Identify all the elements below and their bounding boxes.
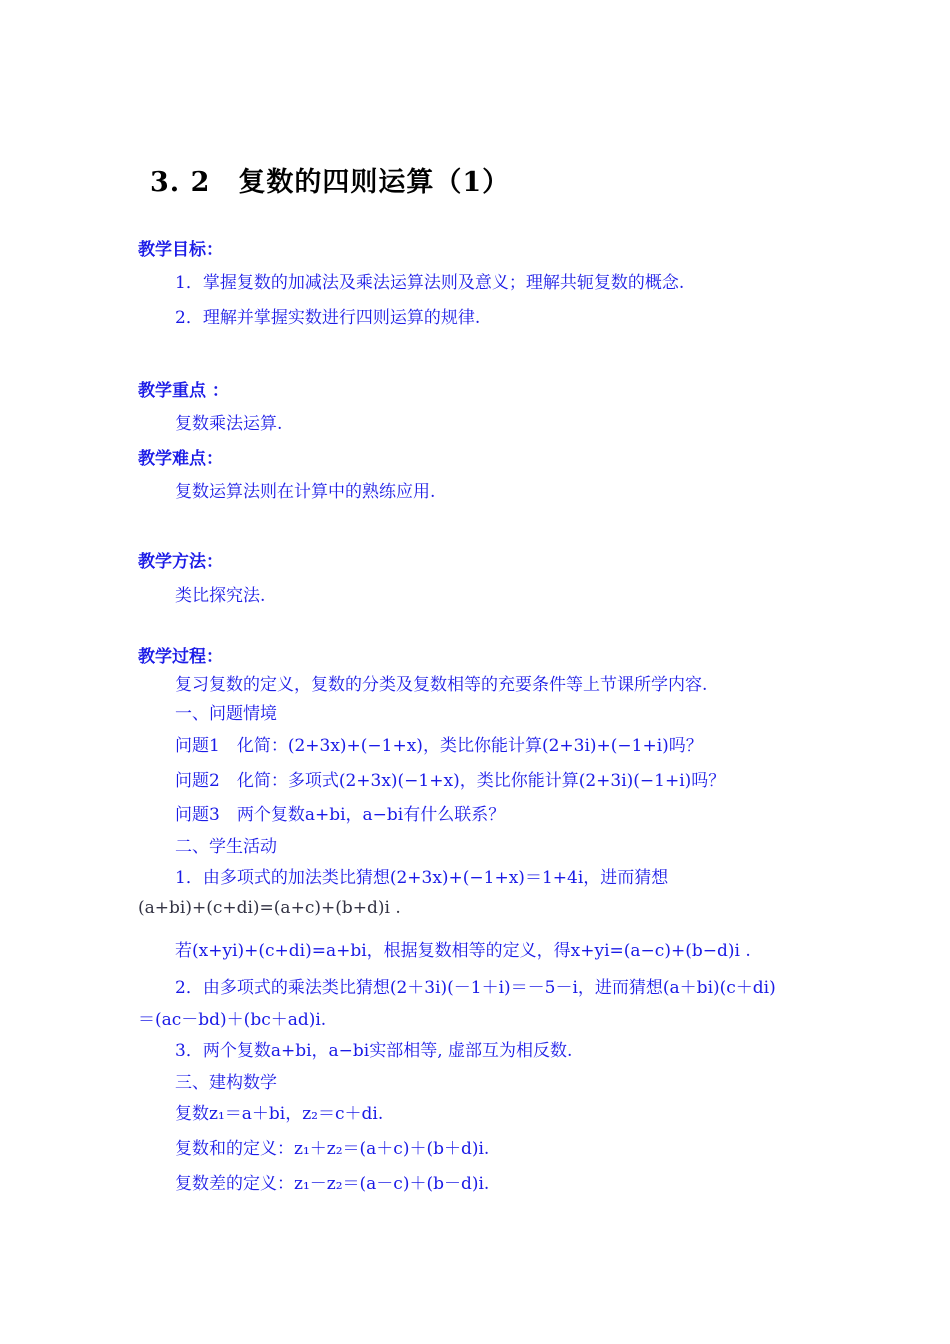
difficulty-text: 复数运算法则在计算中的熟练应用. bbox=[175, 482, 436, 502]
activity-line: 2．由多项式的乘法类比猜想(2＋3i)(－1＋i)＝－5－i，进而猜想(a＋bi)(c＋di) bbox=[175, 978, 776, 998]
activity-line: (a+bi)+(c+di)=(a+c)+(b+d)i . bbox=[138, 898, 401, 918]
section-heading: 一、问题情境 bbox=[175, 704, 277, 724]
problem-line: 问题1 化简：(2+3x)+(−1+x)，类比你能计算(2+3i)+(−1+i)吗？ bbox=[175, 736, 703, 756]
method-text: 类比探究法. bbox=[175, 586, 266, 606]
definition-line: 复数z₁＝a＋bi，z₂＝c＋di. bbox=[175, 1104, 384, 1124]
definition-line: 复数和的定义：z₁＋z₂＝(a＋c)＋(b＋d)i. bbox=[175, 1139, 490, 1159]
activity-line: 若(x+yi)+(c+di)=a+bi，根据复数相等的定义，得x+yi=(a−c)+(b−d)i . bbox=[175, 941, 751, 961]
goal-item: 1．掌握复数的加减法及乘法运算法则及意义；理解共轭复数的概念. bbox=[175, 273, 685, 293]
activity-line: ＝(ac－bd)＋(bc＋ad)i. bbox=[138, 1010, 327, 1030]
key-point-heading: 教学重点 ： bbox=[138, 381, 229, 401]
process-line: 复习复数的定义，复数的分类及复数相等的充要条件等上节课所学内容. bbox=[175, 675, 708, 695]
goals-heading: 教学目标： bbox=[138, 240, 223, 260]
activity-line: 3．两个复数a+bi，a−bi实部相等, 虚部互为相反数. bbox=[175, 1041, 573, 1061]
problem-line: 问题3 两个复数a+bi，a−bi有什么联系？ bbox=[175, 805, 506, 825]
activity-line: 1．由多项式的加法类比猜想(2+3x)+(−1+x)＝1+4i，进而猜想 bbox=[175, 868, 669, 888]
process-heading: 教学过程： bbox=[138, 647, 223, 667]
difficulty-heading: 教学难点： bbox=[138, 449, 223, 469]
section-heading: 三、建构数学 bbox=[175, 1073, 277, 1093]
goal-item: 2．理解并掌握实数进行四则运算的规律. bbox=[175, 308, 481, 328]
section-heading: 二、学生活动 bbox=[175, 837, 277, 857]
method-heading: 教学方法： bbox=[138, 552, 223, 572]
page-title: 3. 2 复数的四则运算（1） bbox=[150, 167, 511, 198]
definition-line: 复数差的定义：z₁－z₂＝(a－c)＋(b－d)i. bbox=[175, 1174, 490, 1194]
key-point-text: 复数乘法运算. bbox=[175, 414, 283, 434]
problem-line: 问题2 化简：多项式(2+3x)(−1+x)，类比你能计算(2+3i)(−1+i)吗？ bbox=[175, 771, 726, 791]
